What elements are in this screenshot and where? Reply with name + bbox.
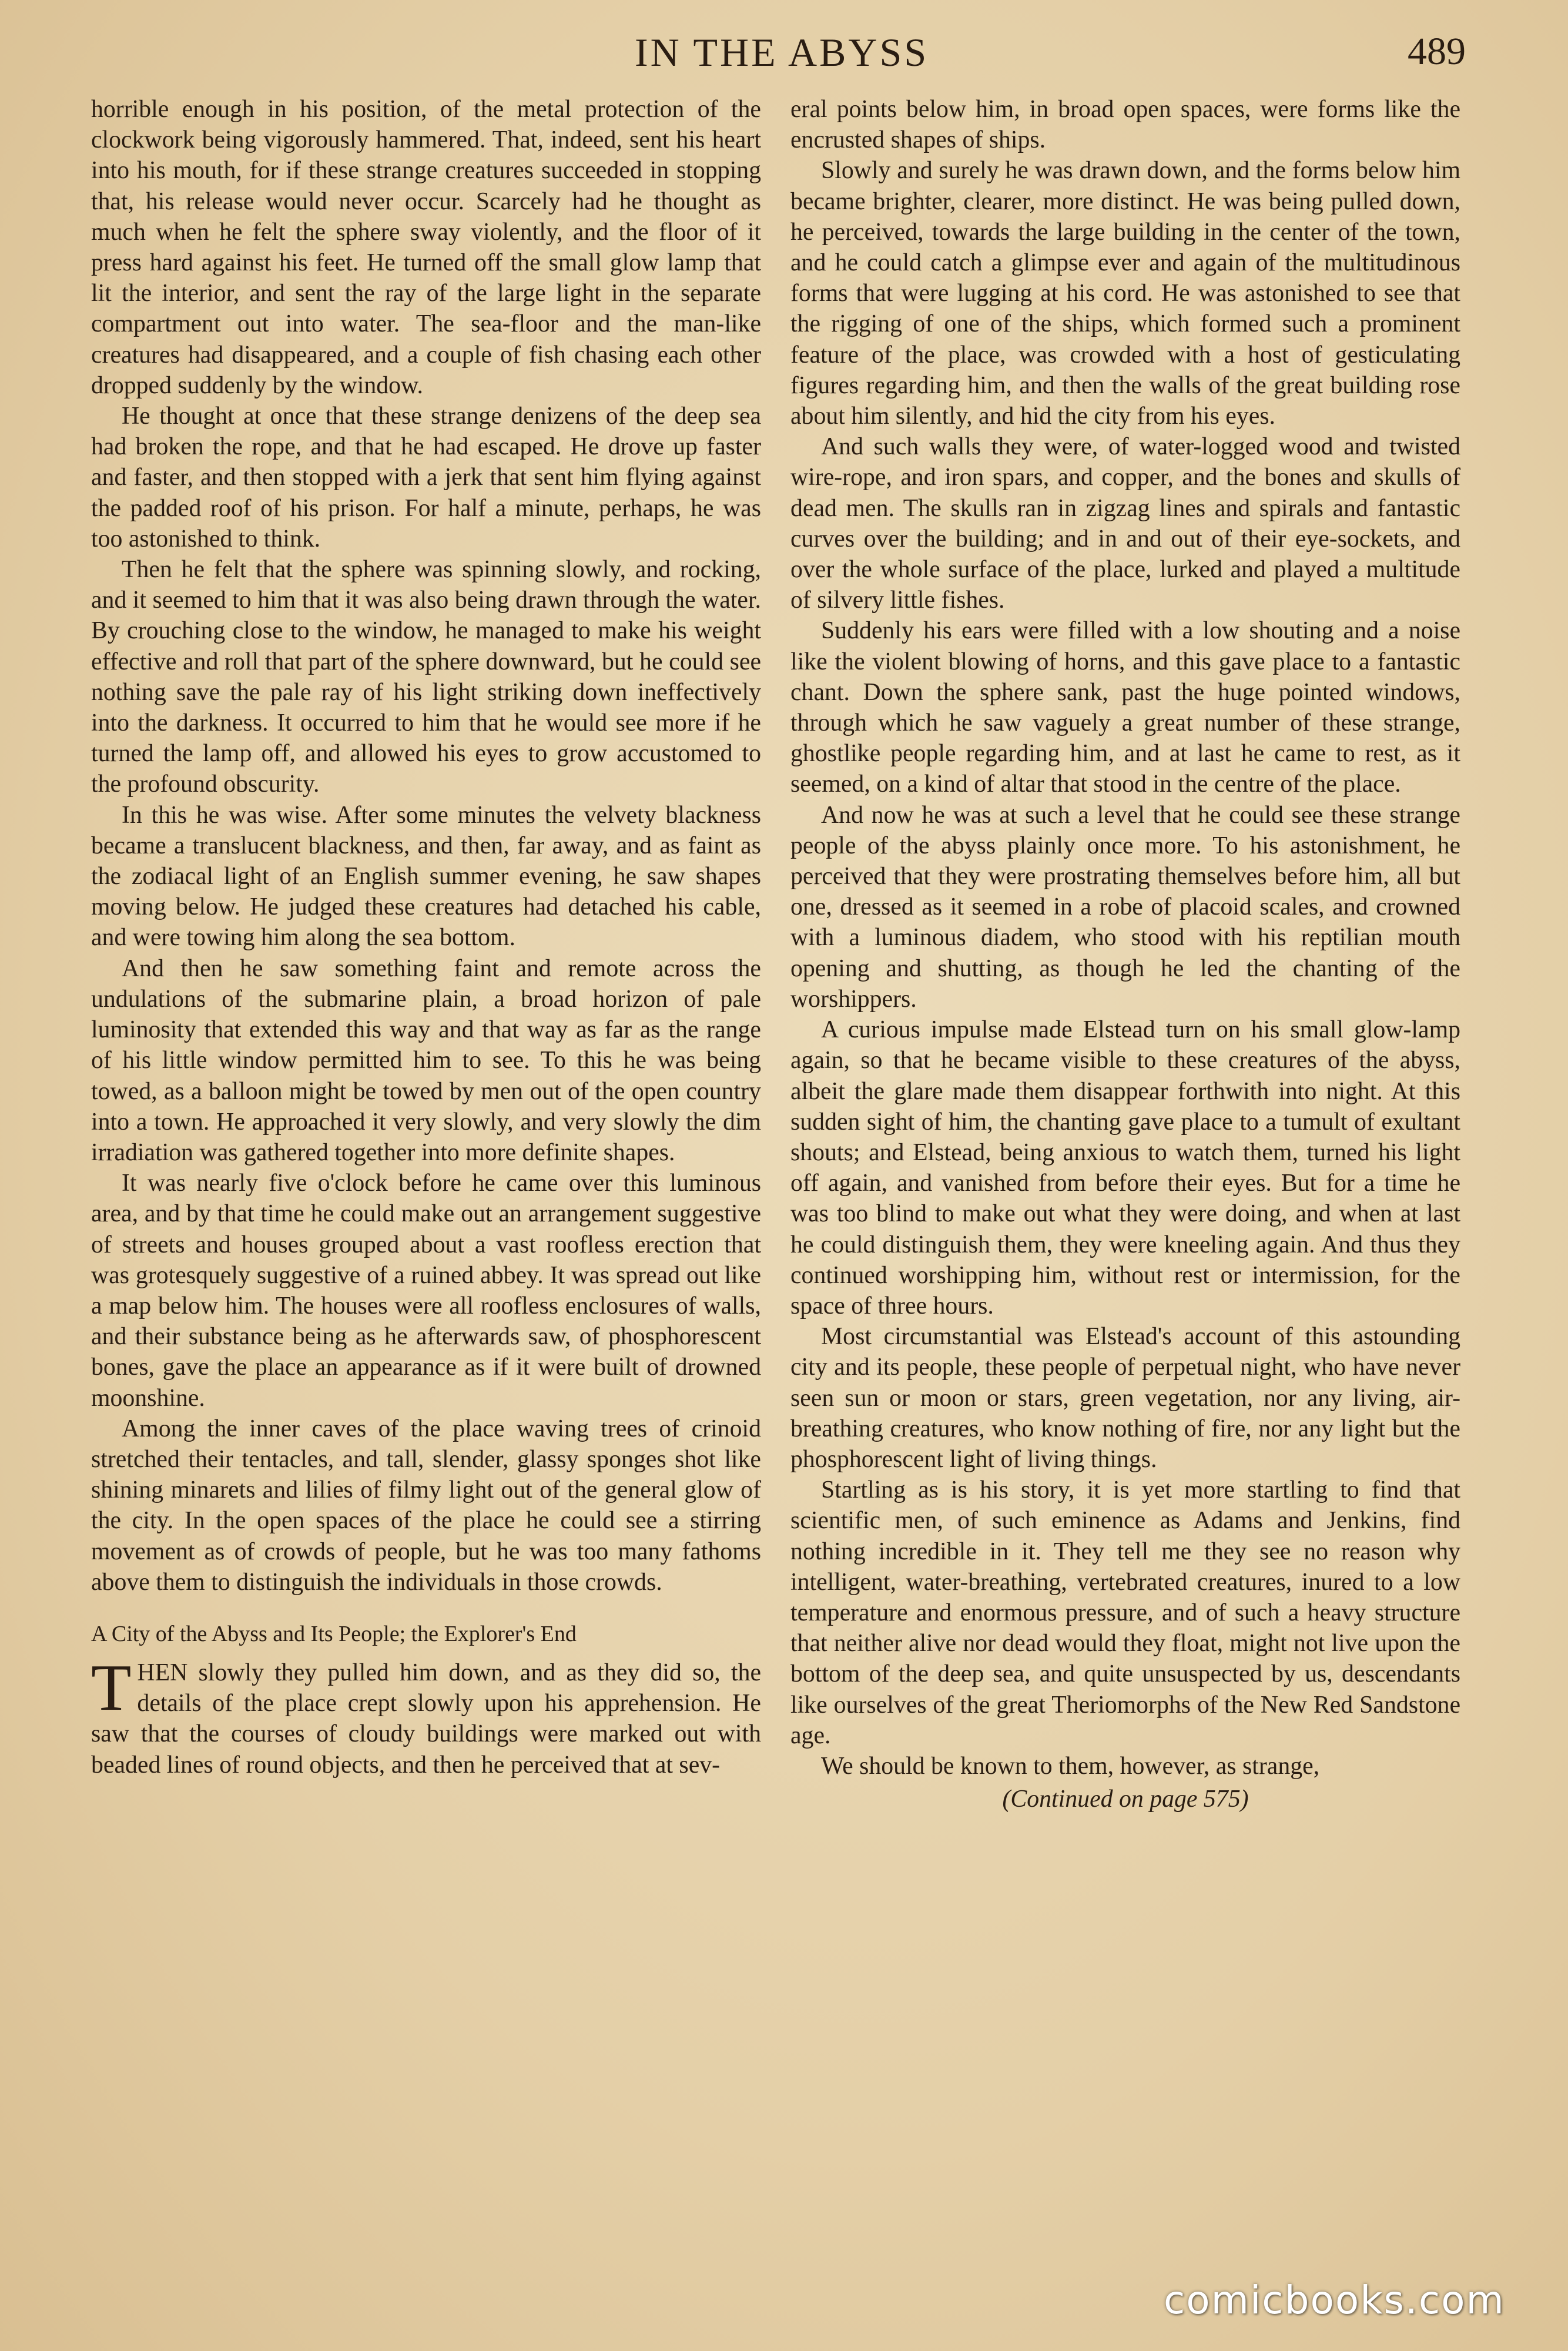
paragraph-text: HEN slowly they pulled him down, and as they did so, the details of the place crept slowly upon his apprehension. He saw that the courses of cloudy buildings were marked out with beaded lines of round objects, and then he perceived that at sev- bbox=[91, 1659, 761, 1779]
paragraph: eral points below him, in broad open spaces, were forms like the encrusted shapes of ships. bbox=[790, 96, 1460, 154]
drop-cap: T bbox=[91, 1651, 132, 1724]
site-watermark: comicbooks.com bbox=[1164, 2278, 1505, 2323]
dropcap-paragraph bbox=[91, 1651, 761, 1780]
paragraph: Startling as is his story, it is yet more startling to find that scientific men, of such eminence as Adams and Jenkins, find nothing incredible in it. They tell me they see no reason why intelligent, water-breathing, vertebrated creatures, inured to a low temperature and enormous pressure, and of such a heavy structure that neither alive nor dead would they float, might not live upon the bottom of the deep sea, and quite unsuspected by us, descendants like ourselves of the great Theriomorphs of the New Red Sandstone age. bbox=[790, 1476, 1460, 1749]
paragraph: horrible enough in his position, of the metal protection of the clockwork being vigorously hammered. That, indeed, sent his heart into his mouth, for if these strange creatures succeeded in stopping that, his release would never occur. Scarcely had he thought as much when he felt the sphere sway violently, and the floor of it press hard against his feet. He turned off the small glow lamp that lit the interior, and sent the ray of the large light in the separate compartment out into water. The sea-floor and the man-like creatures had disappeared, and a couple of fish chasing each other dropped suddenly by the window. bbox=[91, 96, 761, 399]
running-head: IN THE ABYSS bbox=[635, 30, 929, 75]
paragraph: He thought at once that these strange denizens of the deep sea had broken the rope, and that he had escaped. He drove up faster and faster, and then stopped with a jerk that sent him flying against the padded roof of his prison. For half a minute, perhaps, he was too astonished to think. bbox=[91, 403, 761, 552]
paragraph: Most circumstantial was Elstead's account of this astounding city and its people, these people of perpetual night, who have never seen sun or moon or stars, green vegetation, nor any living, air-breathing creatures, who know nothing of fire, nor any light but the phosphorescent light of living things. bbox=[790, 1323, 1460, 1473]
paragraph: Then he felt that the sphere was spinning slowly, and rocking, and it seemed to him that it was also being drawn through the water. By crouching close to the window, he managed to make his weight effective and roll that part of the sphere downward, but he could see nothing save the pale ray of his light striking down ineffectively into the darkness. It occurred to him that he would see more if he turned the lamp off, and allowed his eyes to grow accustomed to the profound obscurity. bbox=[91, 556, 761, 798]
continuation-note: (Continued on page 575) bbox=[1002, 1786, 1249, 1813]
paragraph: A curious impulse made Elstead turn on his small glow-lamp again, so that he became visible to these creatures of the abyss, albeit the glare made them disappear forthwith into night. At this sudden sight of him, the chanting gave place to a tumult of exultant shouts; and Elstead, being anxious to watch them, turned his light off again, and vanished from before their eyes. But for a time he was too blind to make out what they were doing, and when at last he could distinguish them, they were kneeling again. And thus they continued worshipping him, without rest or intermission, for the space of three hours. bbox=[790, 1016, 1460, 1319]
paragraph: And such walls they were, of water-logged wood and twisted wire-rope, and iron spars, and copper, and the bones and skulls of dead men. The skulls ran in zigzag lines and spirals and fantastic curves over the building; and in and out of their eye-sockets, and over the whole surface of the place, lurked and played a multitude of silvery little fishes. bbox=[790, 433, 1460, 614]
paragraph: In this he was wise. After some minutes the velvety blackness became a translucent blackness, and then, far away, and as faint as the zodiacal light of an English summer evening, he saw shapes moving below. He judged these creatures had detached his cable, and were towing him along the sea bottom. bbox=[91, 801, 761, 952]
paragraph: Slowly and surely he was drawn down, and the forms below him became brighter, clearer, more distinct. He was being pulled down, he perceived, towards the large building in the center of the town, and he could catch a glimpse ever and again of the multitudinous forms that were lugging at his cord. He was astonished to see that the rigging of one of the ships, which formed such a prominent feature of the place, was crowded with a host of gesticulating figures regarding him, and then the walls of the great building rose about him silently, and hid the city from his eyes. bbox=[790, 157, 1460, 430]
paragraph: We should be known to them, however, as strange, bbox=[821, 1752, 1320, 1780]
paragraph: Suddenly his ears were filled with a low shouting and a noise like the violent blowing of horns, and this gave place to a fantastic chant. Down the sphere sank, past the huge pointed windows, through which he saw vaguely a great number of these strange, ghostlike people regarding him, and at last he came to rest, as it seemed, on a kind of altar that stood in the centre of the place. bbox=[790, 617, 1460, 798]
paragraph: And now he was at such a level that he could see these strange people of the abyss plainly once more. To his astonishment, he perceived that they were prostrating themselves before him, all but one, dressed as it seemed in a robe of placoid scales, and crowned with a luminous diadem, who stood with his reptilian mouth opening and shutting, as though he led the chanting of the worshippers. bbox=[790, 801, 1460, 1013]
paragraph: And then he saw something faint and remote across the undulations of the submarine plain, a broad horizon of pale luminosity that extended this way and that way as far as the range of his little window permitted him to see. To this he was being towed, as a balloon might be towed by men out of the open country into a town. He approached it very slowly, and very slowly the dim irradiation was gathered together into more definite shapes. bbox=[91, 955, 761, 1166]
page-header bbox=[0, 29, 1568, 82]
page-number: 489 bbox=[1408, 30, 1466, 73]
paragraph: It was nearly five o'clock before he came over this luminous area, and by that time he could make out an arrangement suggestive of streets and houses grouped about a vast roofless erection that was grotesquely suggestive of a ruined abbey. It was spread out like a map below him. The houses were all roofless enclosures of walls, and their substance being as he afterwards saw, of phosphorescent bones, gave the place an appearance as if it were built of drowned moonshine. bbox=[91, 1170, 761, 1412]
section-subhead: A City of the Abyss and Its People; the Explorer's End bbox=[91, 1621, 577, 1646]
right-column bbox=[790, 94, 1460, 1814]
paragraph: Among the inner caves of the place waving trees of crinoid stretched their tentacles, and tall, slender, glassy sponges shot like shining minarets and lilies of filmy light out of the general glow of the city. In the open spaces of the place he could see a stirring movement as of crowds of people, but he was too many fathoms above them to distinguish the individuals in those crowds. bbox=[91, 1415, 761, 1596]
left-column bbox=[91, 94, 761, 1780]
